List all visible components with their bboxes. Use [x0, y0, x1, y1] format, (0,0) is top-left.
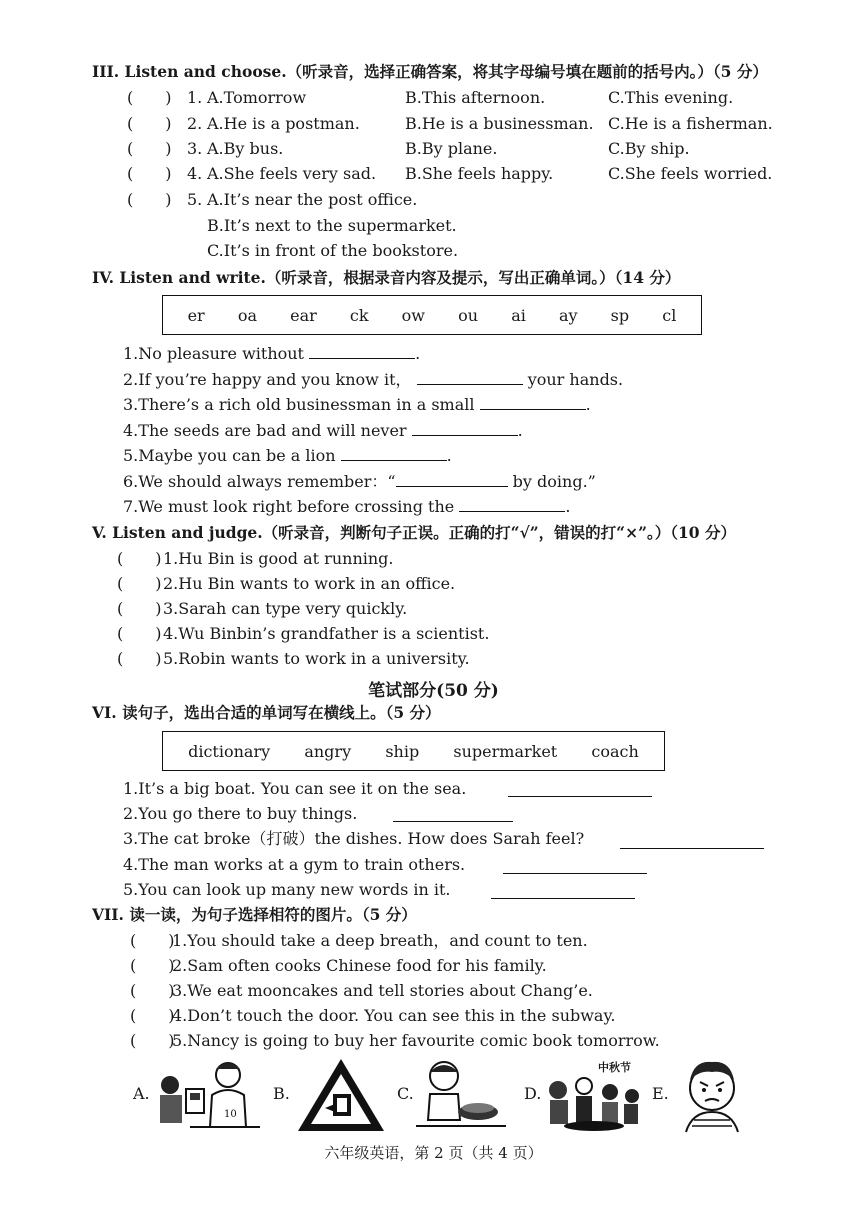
s6-item-3: 3.The cat broke（打破）the dishes. How does Sarah feel? [123, 829, 585, 848]
box-word: ear [290, 305, 317, 325]
s6-item-4: 4.The man works at a gym to train others. [123, 855, 466, 874]
s5-item-4 [117, 624, 489, 644]
statement-text: 2.Sam often cooks Chinese food for his family. [172, 956, 547, 975]
answer-paren[interactable]: ( ) [117, 574, 162, 593]
answer-blank[interactable] [491, 884, 635, 899]
s4-item-5 [123, 446, 452, 466]
sentence-text: 6.We should always remember：“ [123, 472, 396, 491]
s3-row-2 [127, 114, 202, 134]
s3-1-option-b: B.This afternoon. [405, 88, 546, 107]
answer-blank[interactable] [341, 446, 447, 461]
picture-a-label: A. [133, 1084, 150, 1103]
box-word: sp [610, 305, 630, 325]
answer-blank[interactable] [309, 344, 415, 359]
s3-row-4 [127, 164, 202, 184]
boy-cooking-icon [416, 1054, 506, 1134]
answer-blank[interactable] [396, 472, 508, 487]
s6-item-5: 5.You can look up many new words in it. [123, 880, 451, 899]
question-number: 3. [187, 139, 203, 158]
sentence-text: 4.The seeds are bad and will never [123, 421, 407, 440]
sentence-text: 3.There’s a rich old businessman in a small [123, 395, 475, 414]
letter-combination-box [162, 295, 702, 335]
s5-item-5 [117, 649, 470, 669]
picture-b-label: B. [273, 1084, 290, 1103]
answer-paren[interactable]: ( ) [127, 190, 172, 209]
page-footer: 六年级英语，第 2 页（共 4 页） [324, 1144, 543, 1162]
question-number: 2. [187, 114, 203, 133]
s3-1-option-c: C.This evening. [608, 88, 734, 107]
answer-paren[interactable]: ( ) [130, 981, 175, 1000]
angry-boy-icon [672, 1054, 752, 1134]
box-word: dictionary [188, 741, 271, 761]
sentence-text: . [585, 395, 591, 414]
statement-text: 3.We eat mooncakes and tell stories about Chang’e. [172, 981, 593, 1000]
warning-triangle-icon [295, 1056, 387, 1134]
s3-2-option-c: C.He is a fisherman. [608, 114, 773, 133]
sentence-text: . [415, 344, 421, 363]
answer-blank[interactable] [393, 807, 513, 822]
s3-5-option-a: A.It’s near the post office. [207, 190, 418, 209]
answer-blank[interactable] [620, 834, 764, 849]
answer-paren[interactable]: ( ) [127, 88, 172, 107]
box-word: ship [385, 741, 420, 761]
answer-blank[interactable] [503, 859, 647, 874]
s3-2-option-a: A.He is a postman. [207, 114, 360, 133]
box-word: coach [591, 741, 639, 761]
s3-3-option-b: B.By plane. [405, 139, 498, 158]
s5-item-2 [117, 574, 455, 594]
box-word: cl [662, 305, 677, 325]
s3-row-5 [127, 190, 202, 210]
s3-3-option-c: C.By ship. [608, 139, 690, 158]
answer-paren[interactable]: ( ) [117, 599, 162, 618]
box-word: ai [511, 305, 526, 325]
answer-blank[interactable] [412, 421, 518, 436]
box-word: ck [349, 305, 369, 325]
answer-paren[interactable]: ( ) [130, 931, 175, 950]
section-4-title: IV. Listen and write.（听录音，根据录音内容及提示，写出正确单词。）（14 分） [92, 268, 681, 287]
statement-text: 1.Hu Bin is good at running. [163, 549, 394, 568]
s4-item-4 [123, 421, 523, 441]
answer-paren[interactable]: ( ) [117, 624, 162, 643]
s4-item-7 [123, 497, 570, 517]
section-3-title: III. Listen and choose.（听录音，选择正确答案，将其字母编号填在题前的括号内。）（5 分） [92, 62, 768, 81]
mid-autumn-caption: 中秋节 [598, 1061, 631, 1074]
box-word: ou [458, 305, 479, 325]
box-word: er [187, 305, 205, 325]
sentence-text: 1.No pleasure without [123, 344, 304, 363]
question-number: 1. [187, 88, 203, 107]
s5-item-1 [117, 549, 394, 569]
box-word: angry [304, 741, 352, 761]
section-6-title: VI. 读句子，选出合适的单词写在横线上。（5 分） [92, 703, 441, 722]
answer-blank[interactable] [417, 370, 523, 385]
answer-paren[interactable]: ( ) [130, 1006, 175, 1025]
sentence-text: . [446, 446, 452, 465]
section-5-title: V. Listen and judge.（听录音，判断句子正误。正确的打“√”，错误的打“×”。）（10 分） [92, 523, 736, 542]
s4-item-3 [123, 395, 591, 415]
statement-text: 2.Hu Bin wants to work in an office. [163, 574, 456, 593]
bookstore-scene-icon [150, 1055, 260, 1135]
s4-item-6 [123, 472, 596, 492]
answer-blank[interactable] [459, 497, 565, 512]
s6-item-2: 2.You go there to buy things. [123, 804, 358, 823]
sentence-text: . [517, 421, 523, 440]
box-word: ow [401, 305, 425, 325]
s7-item-5 [130, 1031, 660, 1051]
answer-paren[interactable]: ( ) [130, 1031, 175, 1050]
answer-paren[interactable]: ( ) [127, 164, 172, 183]
statement-text: 4.Wu Binbin’s grandfather is a scientist. [163, 624, 490, 643]
answer-paren[interactable]: ( ) [127, 114, 172, 133]
box-word: ay [558, 305, 578, 325]
s3-4-option-b: B.She feels happy. [405, 164, 554, 183]
sentence-text: by doing.” [512, 472, 596, 491]
picture-d-label: D. [524, 1084, 542, 1103]
answer-paren[interactable]: ( ) [117, 649, 162, 668]
s7-item-3 [130, 981, 593, 1001]
picture-c-label: C. [397, 1084, 414, 1103]
written-part-header: 笔试部分(50 分) [368, 681, 499, 701]
answer-blank[interactable] [508, 782, 652, 797]
s3-row-3 [127, 139, 202, 159]
box-word: supermarket [453, 741, 558, 761]
statement-text: 4.Don’t touch the door. You can see this in the subway. [172, 1006, 616, 1025]
answer-paren[interactable]: ( ) [127, 139, 172, 158]
word-bank-box [162, 731, 665, 771]
s3-1-option-a: A.Tomorrow [207, 88, 307, 107]
answer-blank[interactable] [480, 395, 586, 410]
s7-item-4 [130, 1006, 615, 1026]
box-word: oa [237, 305, 257, 325]
s3-row-1 [127, 88, 202, 108]
answer-paren[interactable]: ( ) [117, 549, 162, 568]
s7-item-1 [130, 931, 588, 951]
question-number: 4. [187, 164, 203, 183]
sentence-text: . [565, 497, 571, 516]
picture-e-label: E. [652, 1084, 669, 1103]
s3-3-option-a: A.By bus. [207, 139, 284, 158]
s3-4-option-c: C.She feels worried. [608, 164, 773, 183]
s3-2-option-b: B.He is a businessman. [405, 114, 594, 133]
s4-item-2 [123, 370, 623, 390]
sentence-text: 7.We must look right before crossing the [123, 497, 455, 516]
sentence-text: your hands. [527, 370, 624, 389]
statement-text: 5.Nancy is going to buy her favourite comic book tomorrow. [172, 1031, 660, 1050]
sentence-text: 2.If you’re happy and you know it， [123, 370, 412, 389]
svg-text:10: 10 [224, 1109, 237, 1120]
mid-autumn-family-icon [544, 1072, 644, 1134]
s3-5-option-c: C.It’s in front of the bookstore. [207, 241, 459, 260]
s6-item-1: 1.It’s a big boat. You can see it on the sea. [123, 779, 467, 798]
question-number: 5. [187, 190, 203, 209]
answer-paren[interactable]: ( ) [130, 956, 175, 975]
statement-text: 3.Sarah can type very quickly. [163, 599, 408, 618]
s4-item-1 [123, 344, 420, 364]
sentence-text: 5.Maybe you can be a lion [123, 446, 336, 465]
statement-text: 1.You should take a deep breath，and count to ten. [172, 931, 588, 950]
s3-5-option-b: B.It’s next to the supermarket. [207, 216, 457, 235]
s7-item-2 [130, 956, 547, 976]
statement-text: 5.Robin wants to work in a university. [163, 649, 470, 668]
s3-4-option-a: A.She feels very sad. [207, 164, 377, 183]
section-7-title: VII. 读一读，为句子选择相符的图片。（5 分） [92, 905, 417, 924]
s5-item-3 [117, 599, 407, 619]
